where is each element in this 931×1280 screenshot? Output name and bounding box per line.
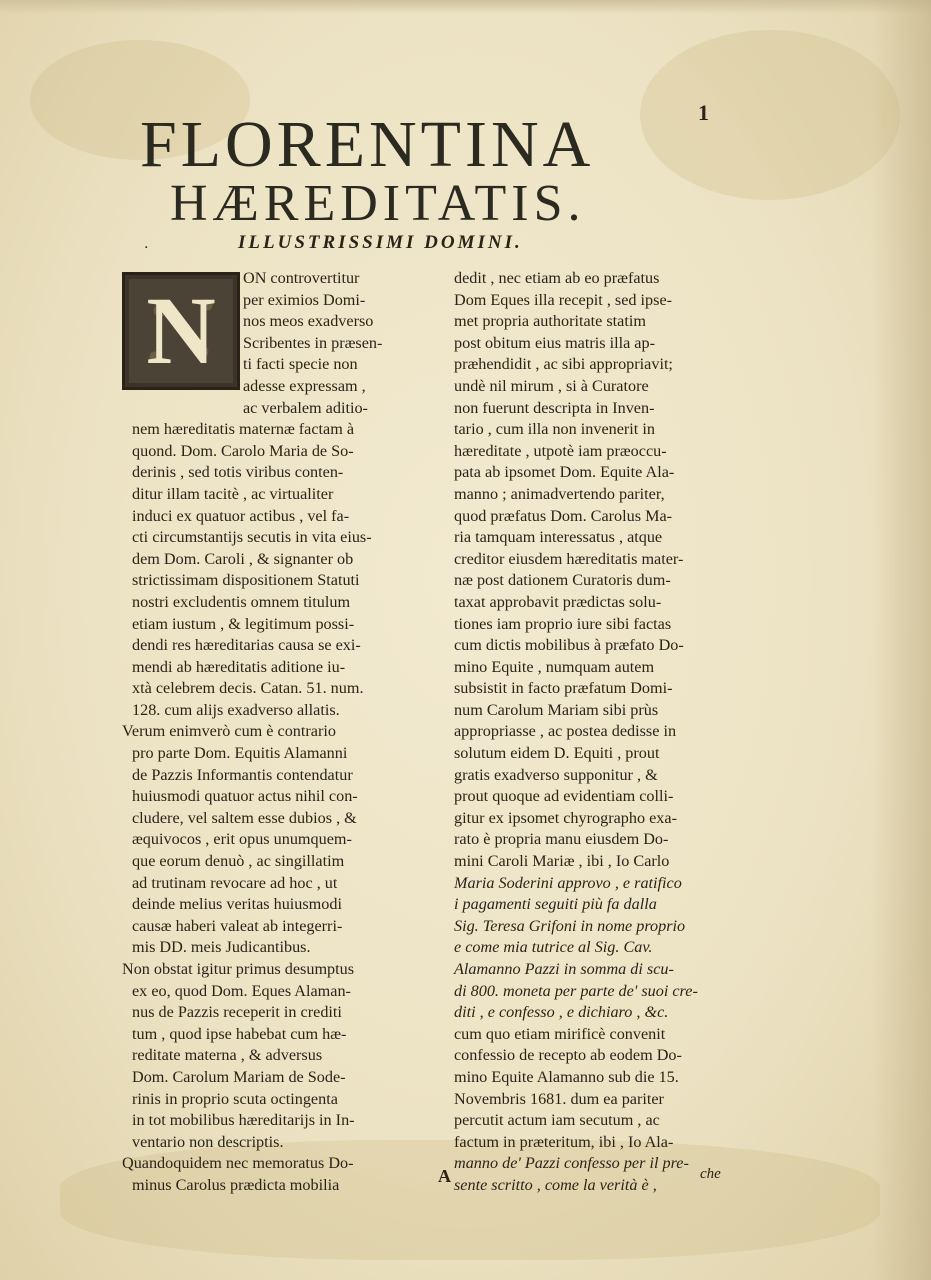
text-line: cum dictis mobilibus à præfato Do- [454,636,684,655]
text-line: mino Equite Alamanno sub die 15. [454,1067,679,1086]
text-line: huiusmodi quatuor actus nihil con- [132,787,358,806]
text-line: præhendidit , ac sibi appropriavit; [454,355,673,374]
text-line: causæ haberi valeat ab integerri- [132,916,343,935]
text-line: undè nil mirum , si à Curatore [454,376,649,395]
drop-cap-letter: N [146,277,216,384]
text-line: Non obstat igitur primus desumptus [122,960,355,978]
text-line: ti facti specie non [243,355,358,374]
text-line: in tot mobilibus hæreditarijs in In- [132,1111,355,1130]
text-line: Quandoquidem nec memoratus Do- [122,1154,354,1173]
text-line: cum quo etiam mirificè convenit [454,1024,666,1043]
text-line: nus de Pazzis receperit in crediti [132,1003,342,1022]
text-line: e come mia tutrice al Sig. Cav. [454,938,653,957]
text-line: minus Carolus prædicta mobilia [132,1175,340,1194]
text-line: induci ex quatuor actibus , vel fa- [132,506,350,525]
title-line-1: FLORENTINA [140,108,595,181]
text-line: ditur illam tacitè , ac virtualiter [132,484,334,503]
text-line: pro parte Dom. Equitis Alamanni [132,744,348,763]
text-line: etiam iustum , & legitimum possi- [132,614,355,633]
text-line: Dom Eques illa recepit , sed ipse- [454,290,673,309]
title-line-2: HÆREDITATIS. [170,175,586,232]
text-line: tario , cum illa non invenerit in [454,420,655,439]
catchword: che [700,1166,721,1182]
text-line: reditate materna , & adversus [132,1046,323,1065]
text-line: ventario non descriptis. [132,1132,284,1151]
text-line: que eorum denuò , ac singillatim [132,852,345,871]
text-line: mendi ab hæreditatis aditione iu- [132,657,346,676]
text-line: Alamanno Pazzi in somma di scu- [454,960,674,978]
text-line: strictissimam dispositionem Statuti [132,571,360,590]
text-line: post obitum eius matris illa ap- [454,333,655,352]
text-line: mini Caroli Mariæ , ibi , Io Carlo [454,852,670,871]
text-line: mis DD. meis Judicantibus. [132,938,311,957]
text-line: næ post dationem Curatoris dum- [454,571,671,590]
text-line: Novembris 1681. dum ea pariter [454,1089,664,1108]
text-line: ria tamquam interessatus , atque [454,528,663,547]
text-line: rato è propria manu eiusdem Do- [454,830,669,849]
text-line: ON controvertitur [243,269,360,287]
text-line: nos meos exadverso [243,312,374,331]
text-line: quond. Dom. Carolo Maria de So- [132,441,354,460]
text-line: Maria Soderini approvo , e ratifico [454,873,682,892]
text-line: nem hæreditatis maternæ factam à [132,420,355,439]
text-line: tiones iam proprio iure sibi factas [454,614,672,633]
text-line: Verum enimverò cum è contrario [122,722,336,741]
left-text-column [122,268,432,1197]
text-line: deinde melius veritas huiusmodi [132,895,342,914]
text-line: met propria authoritate statim [454,312,646,331]
text-line: ad trutinam revocare ad hoc , ut [132,873,338,892]
text-line: 128. cum alijs exadverso allatis. [132,700,340,719]
text-line: adesse expressam , [243,376,366,395]
text-line: quod præfatus Dom. Carolus Ma- [454,506,673,525]
text-line: æquivocos , erit opus unumquem- [132,830,352,849]
text-line: ex eo, quod Dom. Eques Alaman- [132,981,351,1000]
paper-edge-right [871,0,931,1280]
text-line: derinis , sed totis viribus conten- [132,463,344,482]
text-line: cludere, vel saltem esse dubios , & [132,808,357,827]
text-line: de Pazzis Informantis contendatur [132,765,353,784]
text-line: confessio de recepto ab eodem Do- [454,1046,682,1065]
text-line: num Carolum Mariam sibi prùs [454,700,659,719]
text-line: mino Equite , numquam autem [454,657,655,676]
text-line: ac verbalem aditio- [243,398,368,417]
text-line: solutum eidem D. Equiti , prout [454,744,660,763]
salutation-heading: ILLUSTRISSIMI DOMINI. [238,232,523,253]
signature-mark: A [438,1166,451,1186]
text-line: Sig. Teresa Grifoni in nome proprio [454,916,686,935]
text-line: prout quoque ad evidentiam colli- [454,787,674,806]
text-line: i pagamenti seguiti più fa dalla [454,895,657,914]
page-number: 1 [698,100,709,125]
text-line: hæreditate , utpotè iam præoccu- [454,441,667,460]
text-line: dendi res hæreditarias causa se exi- [132,636,361,655]
text-line: manno de' Pazzi confesso per il pre- [454,1154,689,1173]
text-line: cti circumstantijs secutis in vita eius- [132,528,372,547]
text-line: pata ab ipsomet Dom. Equite Ala- [454,463,675,482]
text-line: appropriasse , ac postea dedisse in [454,722,677,741]
text-line: diti , e confesso , e dichiaro , &c. [454,1003,669,1022]
text-line: nostri excludentis omnem titulum [132,592,351,611]
text-line: xtà celebrem decis. Catan. 51. num. [132,679,364,698]
text-line: Dom. Carolum Mariam de Sode- [132,1067,346,1086]
text-line: dem Dom. Caroli , & signanter ob [132,549,354,568]
text-line: rinis in proprio scuta octingenta [132,1089,338,1108]
text-line: non fuerunt descripta in Inven- [454,398,655,417]
text-line: Scribentes in præsen- [243,333,383,352]
paper-edge-top [0,0,931,14]
text-line: per eximios Domi- [243,290,366,309]
text-line: di 800. moneta per parte de' suoi cre- [454,981,698,1000]
text-line: gratis exadverso supponitur , & [454,765,658,784]
dot-mark: . [144,236,149,252]
text-line: manno ; animadvertendo pariter, [454,484,665,503]
text-line: taxat approbavit prædictas solu- [454,592,662,611]
right-text-column [454,268,748,1197]
text-line: tum , quod ipse habebat cum hæ- [132,1024,347,1043]
text-line: subsistit in facto præfatum Domi- [454,679,673,698]
text-line: sente scritto , come la verità è , [454,1175,657,1194]
text-line: creditor eiusdem hæreditatis mater- [454,549,684,568]
text-line: percutit actum iam secutum , ac [454,1111,660,1130]
text-line: factum in præteritum, ibi , Io Ala- [454,1132,674,1151]
text-line: dedit , nec etiam ab eo præfatus [454,269,660,287]
text-line: gitur ex ipsomet chyrographo exa- [454,808,677,827]
